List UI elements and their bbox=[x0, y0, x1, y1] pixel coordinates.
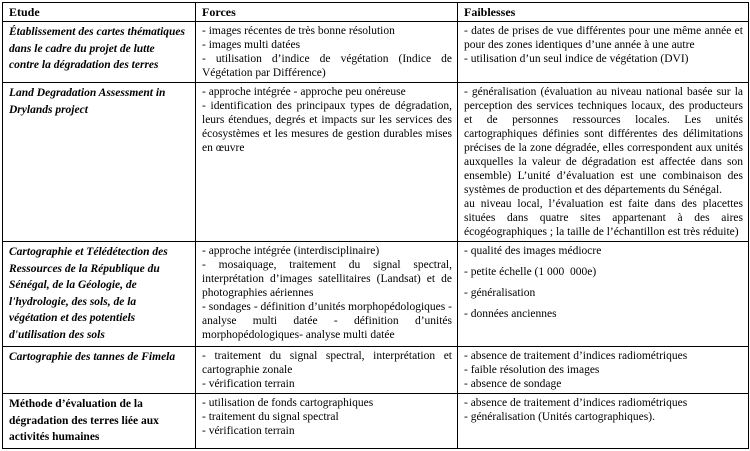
forces-cell bbox=[196, 242, 458, 347]
list-item: - dates de prises de vue différentes pour une même année et pour des zones identiques d’une année à une autre bbox=[464, 25, 746, 51]
etude-cell: Établissement des cartes thématiques dans le cadre du projet de lutte contre la dégradation des terres bbox=[3, 22, 196, 83]
faiblesses-cell bbox=[458, 347, 749, 394]
list-item: - identification des principaux types de dégradation, leurs étendues, degrés et impacts sur les services des écosystèmes et les mesures de gestion durables mises en œuvre bbox=[202, 100, 455, 154]
etude-cell: Méthode d’évaluation de la dégradation des terres liée aux activités humaines bbox=[3, 394, 196, 449]
list-item: - faible résolution des images bbox=[464, 364, 600, 376]
column-header-forces: Forces bbox=[196, 3, 458, 22]
list-item: - traitement du signal spectral bbox=[202, 411, 339, 423]
list-item: - images récentes de très bonne résolution bbox=[202, 25, 395, 37]
table-header-row bbox=[3, 3, 749, 22]
table-row bbox=[3, 394, 749, 449]
table-row bbox=[3, 22, 749, 83]
table-row bbox=[3, 83, 749, 242]
faiblesses-cell bbox=[458, 242, 749, 347]
list-item: - petite échelle (1 000 000e) bbox=[464, 266, 597, 278]
list-item: - généralisation bbox=[464, 287, 536, 299]
table-row bbox=[3, 242, 749, 347]
column-header-faiblesses: Faiblesses bbox=[458, 3, 749, 22]
faiblesses-cell bbox=[458, 83, 749, 242]
list-item: au niveau local, l’évaluation est faite dans des placettes situées dans quatre sites appartenant à des aires écogéographiques ; la taille de l’échantillon est très réduite) bbox=[464, 198, 746, 238]
forces-cell bbox=[196, 22, 458, 83]
list-item: - qualité des images médiocre bbox=[464, 245, 602, 257]
forces-cell bbox=[196, 347, 458, 394]
list-item: - images multi datées bbox=[202, 39, 301, 51]
table-body bbox=[3, 22, 749, 449]
list-item: - vérification terrain bbox=[202, 425, 295, 437]
list-item: - approche intégrée - approche peu onéreuse bbox=[202, 86, 406, 98]
list-item: - généralisation (évaluation au niveau national basée sur la perception des services techniques locaux, des producteurs et de personnes ressources locales. Les unités cartographiques définies sont différentes des délimitations précises de la zone dégradée, elles correspondent aux unités auxquelles la valeur de dégradation est affectée dans son ensemble) L’unité d’évaluation est une combinaison des systèmes de production et des départements du Sénégal. bbox=[464, 86, 746, 196]
faiblesses-cell bbox=[458, 22, 749, 83]
etude-cell: Cartographie et Télédétection des Ressources de la République du Sénégal, de la Géologie, de l'hydrologie, des sols, de la végétation et des potentiels d'utilisation des sols bbox=[3, 242, 196, 347]
list-item: - absence de sondage bbox=[464, 378, 562, 390]
table-row bbox=[3, 347, 749, 394]
faiblesses-cell bbox=[458, 394, 749, 449]
list-item: - données anciennes bbox=[464, 308, 557, 320]
column-header-etude: Etude bbox=[3, 3, 196, 22]
list-item: - traitement du signal spectral, interprétation et cartographie zonale bbox=[202, 350, 455, 376]
list-item: - sondages - définition d’unités morphopédologiques - analyse multi datée - définition d’unités morphopédologiques- analyse multi datée bbox=[202, 301, 455, 341]
list-item: - approche intégrée (interdisciplinaire) bbox=[202, 245, 380, 257]
list-item: - absence de traitement d’indices radiométriques bbox=[464, 397, 688, 409]
list-item: - généralisation (Unités cartographiques). bbox=[464, 411, 655, 423]
forces-cell bbox=[196, 83, 458, 242]
list-item: - utilisation de fonds cartographiques bbox=[202, 397, 374, 409]
forces-cell bbox=[196, 394, 458, 449]
list-item: - vérification terrain bbox=[202, 378, 295, 390]
etude-cell: Land Degradation Assessment in Drylands project bbox=[3, 83, 196, 242]
list-item: - absence de traitement d’indices radiométriques bbox=[464, 350, 688, 362]
list-item: - utilisation d’indice de végétation (Indice de Végétation par Différence) bbox=[202, 53, 455, 79]
etude-cell: Cartographie des tannes de Fimela bbox=[3, 347, 196, 394]
list-item: - mosaiquage, traitement du signal spectral, interprétation d’images satellitaires (Landsat) et de photographies aériennes bbox=[202, 259, 455, 299]
study-comparison-table bbox=[2, 2, 749, 449]
table-header bbox=[3, 3, 749, 22]
list-item: - utilisation d’un seul indice de végétation (DVI) bbox=[464, 53, 689, 65]
